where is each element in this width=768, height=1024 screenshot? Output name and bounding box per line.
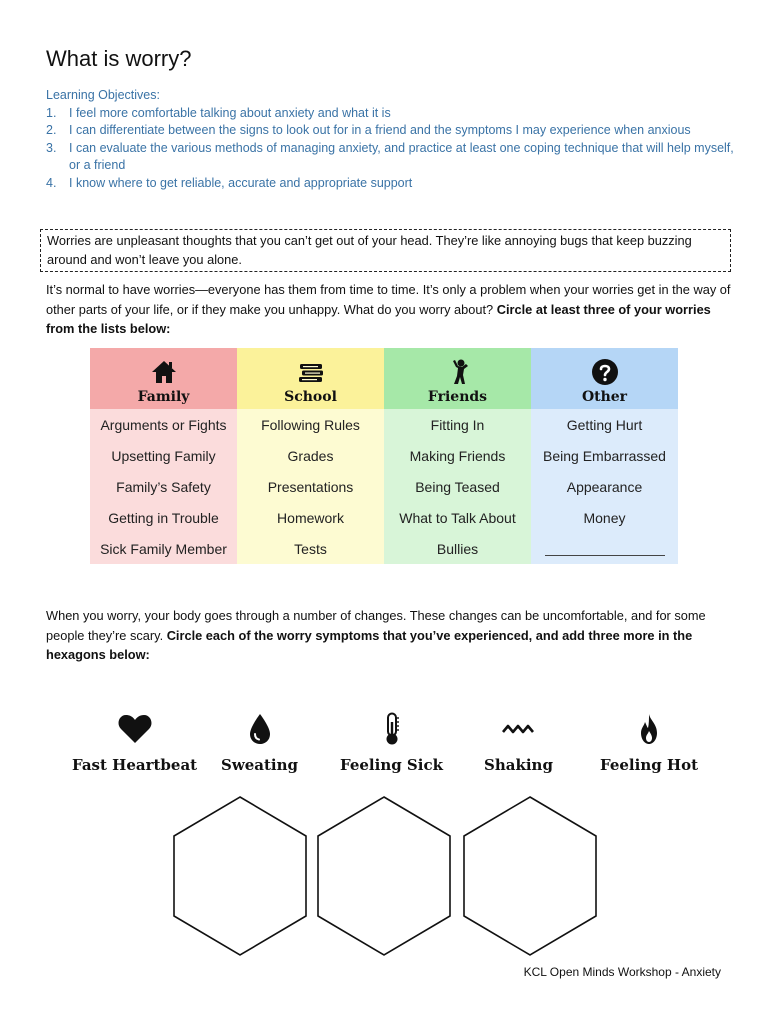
symptom-hexagon-2[interactable] [316,795,452,957]
objective-item [46,175,736,193]
worry-item[interactable]: Being Teased [384,471,531,502]
column-header [237,348,384,409]
worry-item[interactable]: Upsetting Family [90,440,237,471]
column-heading: Friends [427,389,488,405]
objective-item [46,140,736,175]
drop-icon [248,713,272,745]
worry-item[interactable]: Getting Hurt [531,409,678,440]
page-title: What is worry? [46,46,192,71]
worry-column-other [531,348,678,566]
symptom-label: Feeling Sick [340,756,443,774]
objective-text: I can evaluate the various methods of managing anxiety, and practice at least one coping technique that will help myself, or a friend [69,140,734,172]
column-header [531,348,678,409]
worry-item[interactable]: Fitting In [384,409,531,440]
column-heading: Family [137,389,190,405]
symptom-sweating[interactable] [221,712,298,774]
body-changes-instruction: Circle each of the worry symptoms that you’ve experienced, and add three more in the hexagons below: [46,627,693,662]
body-changes-text: When you worry, your body goes through a number of changes. These changes can be uncomfortable, and for some people they’re scary. [46,608,706,643]
worry-item[interactable]: Money [531,502,678,533]
objective-number: 3. [46,140,57,155]
symptom-label: Feeling Hot [600,756,699,774]
symptoms-row [60,712,720,782]
worry-column-friends [384,348,531,566]
thermometer-icon [382,712,402,746]
house-icon [150,358,178,386]
intro-paragraph [46,280,736,339]
symptom-label: Shaking [484,756,553,774]
column-header [90,348,237,409]
objective-text: I can differentiate between the signs to look out for in a friend and the symptoms I may experience when anxious [69,123,691,137]
worry-item[interactable]: Following Rules [237,409,384,440]
books-icon [297,358,325,386]
objectives-heading: Learning Objectives: [46,88,160,102]
intro-text: It’s normal to have worries—everyone has them from time to time. It’s only a problem when your worries get in the way of other parts of your life, or if they make you unhappy. What do you worry about? [46,282,731,317]
worry-item[interactable]: What to Talk About [384,502,531,533]
worry-table [90,348,678,566]
intro-instruction: Circle at least three of your worries from the lists below: [46,301,711,336]
objective-number: 1. [46,105,57,120]
objective-text: I know where to get reliable, accurate and appropriate support [69,175,413,190]
worry-item[interactable]: Presentations [237,471,384,502]
objective-number: 2. [46,123,57,137]
worry-item[interactable]: Being Embarrassed [531,440,678,471]
question-icon [591,358,619,386]
symptom-feeling-hot[interactable] [600,712,698,774]
column-header [384,348,531,409]
symptom-feeling-sick[interactable] [340,712,443,774]
worry-item[interactable]: Making Friends [384,440,531,471]
symptom-shaking[interactable] [484,712,553,774]
column-heading: Other [581,389,628,405]
wave-icon [502,722,534,736]
worry-item[interactable]: Sick Family Member [90,533,237,564]
objective-item [46,105,736,123]
symptom-hexagon-1[interactable] [172,795,308,957]
body-changes-paragraph [46,606,736,665]
symptom-label: Sweating [221,756,299,774]
objectives-list [46,105,736,193]
symptom-fast-heartbeat[interactable] [72,712,197,774]
worry-item[interactable]: Appearance [531,471,678,502]
worry-item[interactable]: Grades [237,440,384,471]
worry-item[interactable]: Homework [237,502,384,533]
worry-item[interactable]: Arguments or Fights [90,409,237,440]
symptom-hexagon-3[interactable] [462,795,598,957]
worry-item[interactable]: Tests [237,533,384,564]
worry-item[interactable]: Family’s Safety [90,471,237,502]
objective-number: 4. [46,175,57,190]
worry-item[interactable]: Getting in Trouble [90,502,237,533]
learning-objectives [46,87,736,192]
worry-item[interactable]: Bullies [384,533,531,564]
heart-icon [118,714,152,744]
write-in-cell[interactable] [531,533,678,564]
objective-text: I feel more comfortable talking about anxiety and what it is [69,105,391,120]
flame-icon [637,713,661,745]
footer-text: KCL Open Minds Workshop - Anxiety [523,965,721,979]
worry-column-school [237,348,384,566]
person-icon [444,358,472,386]
column-heading: School [284,389,337,405]
write-in-line[interactable] [545,541,665,556]
objective-item [46,122,736,140]
worry-column-family [90,348,237,566]
symptom-label: Fast Heartbeat [72,756,198,774]
worry-definition-box: Worries are unpleasant thoughts that you can’t get out of your head. They’re like annoying bugs that keep buzzing around and won’t leave you alone. [40,229,731,272]
